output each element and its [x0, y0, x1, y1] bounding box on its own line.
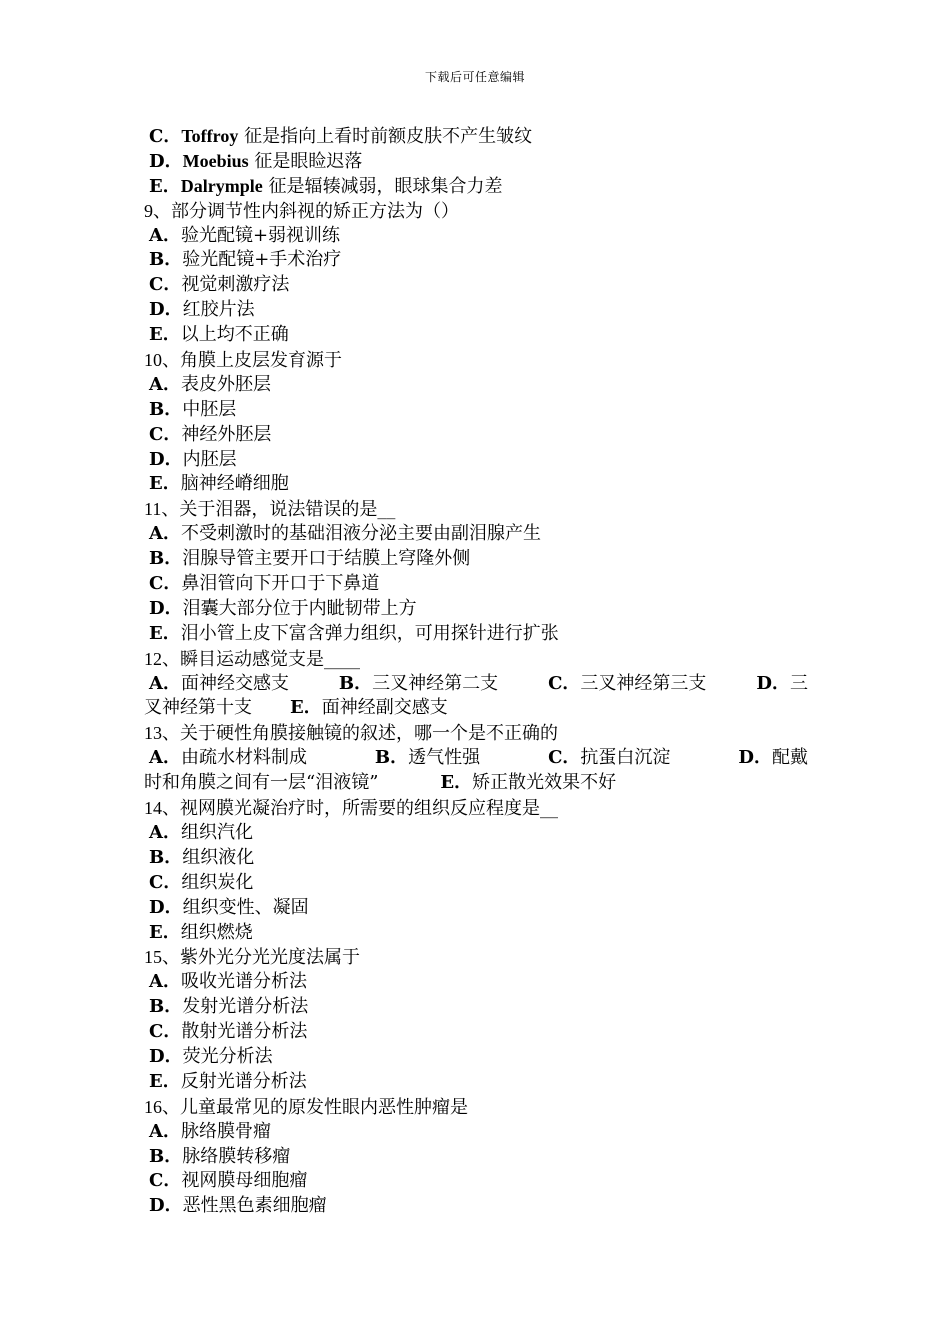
option-letter: D．: [149, 597, 183, 619]
question-stem: [144, 721, 808, 746]
option-letter: E．: [149, 622, 181, 644]
option-text: 脑神经嵴细胞: [180, 473, 289, 495]
option-text: 征是辐辏减弱，眼球集合力差: [262, 175, 503, 197]
option-text: 组织变性、凝固: [182, 896, 309, 918]
option-text: 以上均不正确: [180, 324, 289, 346]
option-a: [149, 746, 307, 771]
option-letter: D．: [756, 672, 790, 694]
option-letter: B．: [149, 996, 183, 1018]
option-text: 中胚层: [182, 398, 237, 420]
option-letter: B．: [149, 249, 183, 271]
question-number: 14: [144, 798, 162, 819]
option-c: [548, 672, 706, 697]
question-stem: [144, 945, 808, 970]
option-letter: E．: [440, 772, 473, 794]
question-number: 10: [144, 350, 162, 371]
option-d: [738, 746, 808, 771]
option-text: 脉络膜转移瘤: [182, 1145, 291, 1167]
option-text: 组织炭化: [181, 871, 254, 893]
option-letter: B．: [149, 846, 183, 868]
option-letter: E．: [149, 473, 181, 495]
option-letter: D．: [149, 448, 183, 470]
option-text: 泪腺导管主要开口于结膜上穹隆外侧: [182, 548, 471, 570]
question-stem: [144, 796, 808, 821]
option-line: [144, 1020, 808, 1045]
question-stem: [144, 647, 808, 672]
option-text: 脉络膜骨瘤: [180, 1120, 271, 1142]
inline-options-row: [144, 746, 808, 771]
option-letter: E．: [290, 697, 322, 719]
option-letter: C．: [548, 672, 581, 694]
option-a: [149, 672, 289, 697]
option-letter: C．: [149, 423, 182, 445]
option-line: [144, 1070, 808, 1095]
option-letter: E．: [149, 324, 181, 346]
option-line: [144, 124, 808, 149]
question-number: 13: [144, 723, 162, 744]
option-term: Toffroy: [181, 126, 239, 146]
option-line: [144, 1169, 808, 1194]
option-c: [548, 746, 670, 771]
option-letter: C．: [149, 274, 182, 296]
option-letter: A．: [149, 1120, 181, 1142]
option-line: [144, 970, 808, 995]
option-letter: C．: [149, 1170, 182, 1192]
option-line: [144, 472, 808, 497]
question-number: 11: [144, 499, 162, 520]
question-text: 、关于硬性角膜接触镜的叙述，哪一个是不正确的: [162, 723, 558, 745]
option-text: 不受刺激时的基础泪液分泌主要由副泪腺产生: [180, 523, 541, 545]
option-line: [144, 273, 808, 298]
option-text: 泪小管上皮下富含弹力组织，可用探针进行扩张: [180, 622, 559, 644]
question-number: 9: [144, 200, 153, 221]
page-header: 下载后可任意编辑: [424, 70, 525, 84]
option-text: 叉神经第十支: [144, 697, 252, 719]
option-line: [144, 1194, 808, 1219]
option-line: [144, 1120, 808, 1145]
option-line: [144, 597, 808, 622]
option-text: 红胶片法: [182, 299, 255, 321]
question-text: 、紫外光分光光度法属于: [162, 947, 360, 969]
option-letter: C．: [149, 871, 182, 893]
question-number: 15: [144, 947, 162, 968]
option-line: [144, 995, 808, 1020]
inline-options-row-continued: [144, 771, 808, 796]
option-letter: A．: [149, 373, 181, 395]
option-text: 内胚层: [182, 448, 237, 470]
option-line: [144, 1045, 808, 1070]
option-text: 吸收光谱分析法: [180, 971, 307, 993]
option-text: 反射光谱分析法: [180, 1070, 307, 1092]
option-letter: B．: [149, 398, 183, 420]
option-letter: B．: [149, 1145, 183, 1167]
option-line: [144, 423, 808, 448]
option-text: 散射光谱分析法: [181, 1021, 308, 1043]
option-line: [144, 1145, 808, 1170]
option-letter: D．: [738, 747, 772, 769]
option-letter: C．: [149, 573, 182, 595]
option-letter: C．: [149, 126, 182, 147]
option-text: 三: [789, 672, 808, 694]
option-text: 视觉刺激疗法: [181, 274, 290, 296]
question-text: 、部分调节性内斜视的矫正方法为（）: [153, 200, 459, 222]
option-line: [144, 622, 808, 647]
option-text: 矫正散光效果不好: [472, 772, 617, 794]
option-letter: B．: [149, 548, 183, 570]
question-text: 、关于泪器，说法错误的是__: [161, 499, 396, 521]
option-term: Moebius: [182, 150, 249, 171]
option-text: 抗蛋白沉淀: [580, 747, 671, 769]
option-text: 征是指向上看时前额皮肤不产生皱纹: [238, 126, 533, 147]
option-line: [144, 323, 808, 348]
option-letter: B．: [374, 747, 409, 769]
option-text: 视网膜母细胞瘤: [181, 1170, 308, 1192]
option-line: [144, 373, 808, 398]
option-text: 表皮外胚层: [180, 373, 271, 395]
option-text: 泪囊大部分位于内眦韧带上方: [182, 597, 417, 619]
option-letter: E．: [149, 175, 181, 197]
option-line: [144, 398, 808, 423]
option-line: [144, 298, 808, 323]
option-letter: A．: [149, 224, 181, 246]
option-text: 荧光分析法: [182, 1045, 273, 1067]
option-letter: D．: [149, 896, 183, 918]
option-line: [144, 547, 808, 572]
option-b: [339, 672, 498, 697]
question-stem: [144, 1095, 808, 1120]
option-b: [375, 746, 480, 771]
option-text: 三叉神经第二支: [372, 672, 499, 694]
question-stem: [144, 497, 808, 522]
option-text: 配戴: [771, 747, 808, 769]
option-letter: C．: [548, 747, 581, 769]
question-text: 、视网膜光凝治疗时，所需要的组织反应程度是__: [162, 798, 558, 820]
option-text: 征是眼睑迟落: [248, 150, 363, 172]
option-line: [144, 572, 808, 597]
option-text: 时和角膜之间有一层“泪液镜”: [144, 772, 379, 794]
question-stem: [144, 348, 808, 373]
option-letter: D．: [149, 299, 183, 321]
inline-options-row-continued: [144, 696, 808, 721]
option-text: 鼻泪管向下开口于下鼻道: [181, 573, 380, 595]
option-text: 发射光谱分析法: [182, 996, 309, 1018]
option-letter: E．: [149, 1070, 181, 1092]
option-line: [144, 224, 808, 249]
question-text: 、瞬目运动感觉支是____: [162, 648, 360, 670]
question-text: 、儿童最常见的原发性眼内恶性肿瘤是: [162, 1096, 468, 1118]
option-letter: B．: [338, 672, 373, 694]
option-line: [144, 821, 808, 846]
option-line: [144, 248, 808, 273]
option-text: 验光配镜+手术治疗: [182, 249, 342, 271]
option-letter: D．: [149, 150, 183, 172]
option-letter: C．: [149, 1021, 182, 1043]
option-line: [144, 448, 808, 473]
inline-options-row: [144, 672, 808, 697]
option-line: [144, 149, 808, 174]
option-text: 组织液化: [182, 846, 255, 868]
option-letter: A．: [149, 821, 181, 843]
option-text: 恶性黑色素细胞瘤: [182, 1195, 327, 1217]
option-text: 神经外胚层: [181, 423, 272, 445]
option-text: 组织燃烧: [180, 921, 253, 943]
option-letter: A．: [149, 747, 181, 769]
option-text: 组织汽化: [180, 821, 253, 843]
option-text: 透气性强: [408, 747, 481, 769]
question-number: 12: [144, 648, 162, 669]
option-letter: D．: [149, 1195, 183, 1217]
option-line: [144, 921, 808, 946]
option-line: [144, 871, 808, 896]
question-text: 、角膜上皮层发育源于: [162, 350, 342, 372]
option-letter: A．: [149, 672, 181, 694]
option-text: 三叉神经第三支: [580, 672, 707, 694]
option-text: 面神经副交感支: [321, 697, 448, 719]
option-text: 面神经交感支: [180, 672, 289, 694]
option-line: [144, 896, 808, 921]
option-letter: A．: [149, 523, 181, 545]
question-stem: [144, 199, 808, 224]
option-letter: A．: [149, 971, 181, 993]
document-body: [144, 124, 808, 1219]
option-text: 验光配镜+弱视训练: [180, 224, 341, 246]
option-letter: D．: [149, 1045, 183, 1067]
option-text: 由疏水材料制成: [180, 747, 307, 769]
question-number: 16: [144, 1096, 162, 1117]
option-line: [144, 846, 808, 871]
option-term: Dalrymple: [180, 175, 263, 196]
option-line: [144, 522, 808, 547]
option-letter: E．: [149, 921, 181, 943]
option-line: [144, 174, 808, 199]
option-d: [756, 672, 808, 697]
